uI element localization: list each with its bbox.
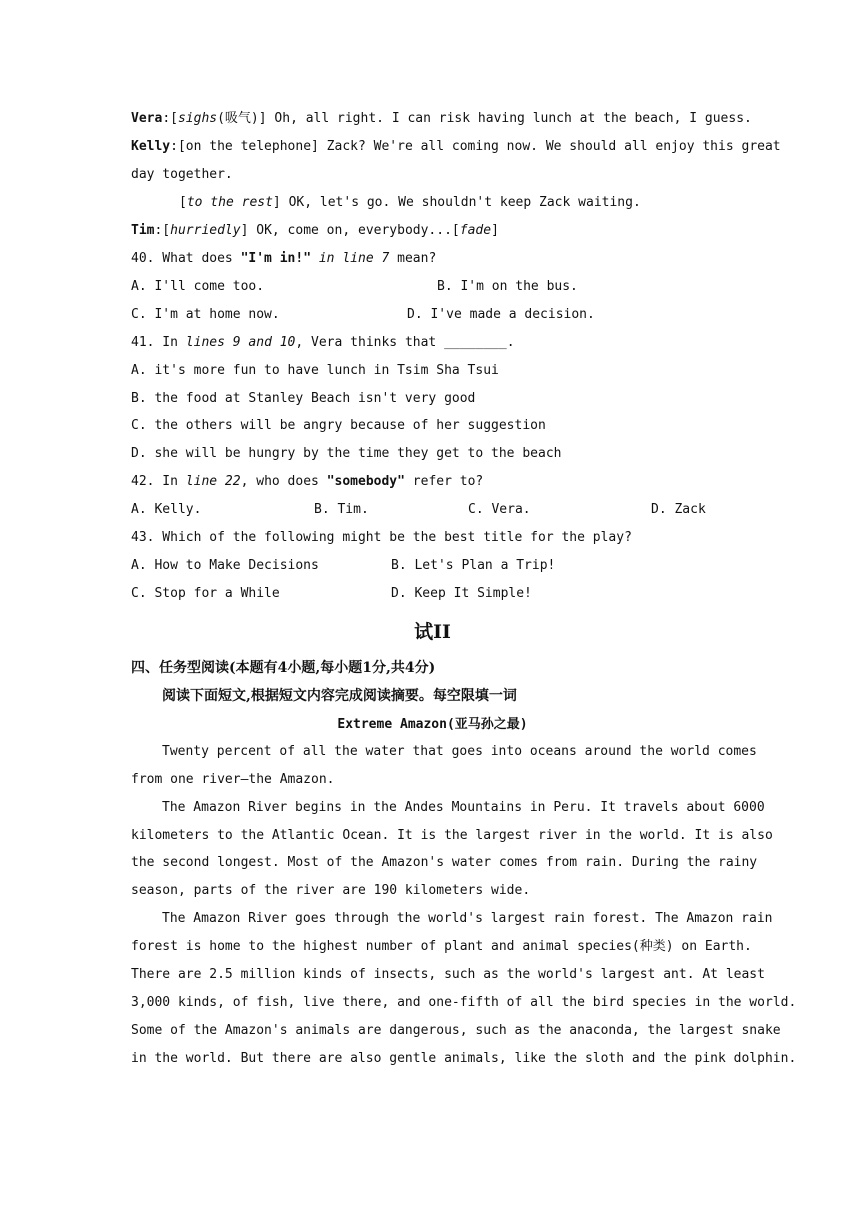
question-text: 40. What does bbox=[131, 251, 241, 266]
passage-line: The Amazon River goes through the world's largest rain forest. The Amazon rain bbox=[162, 911, 773, 926]
option-d[interactable]: D. she will be hungry by the time they get to the beach bbox=[131, 446, 562, 461]
dialogue-text: (吸气)] Oh, all right. I can risk having lunch at the beach, I guess. bbox=[217, 111, 752, 126]
question-text: 41. In bbox=[131, 335, 186, 350]
option-a[interactable]: A. it's more fun to have lunch in Tsim Sha Tsui bbox=[131, 363, 499, 378]
section-heading: 试II bbox=[414, 621, 451, 643]
line-reference: line 22 bbox=[185, 474, 241, 489]
speaker-vera: Vera bbox=[131, 111, 163, 126]
speaker-tim: Tim bbox=[131, 223, 155, 238]
question-text: 42. In bbox=[131, 474, 186, 489]
passage-line: from one river—the Amazon. bbox=[131, 772, 335, 787]
q40-options-row1 bbox=[131, 273, 733, 301]
passage-line: There are 2.5 million kinds of insects, such as the world's largest ant. At least bbox=[131, 967, 765, 982]
quoted-phrase: "somebody" bbox=[326, 474, 405, 489]
question-41 bbox=[131, 329, 733, 357]
dialogue-text: ] OK, let's go. We shouldn't keep Zack waiting. bbox=[272, 195, 641, 210]
option-c[interactable]: C. Vera. bbox=[468, 502, 531, 517]
passage-line: The Amazon River begins in the Andes Mountains in Peru. It travels about 6000 bbox=[162, 800, 765, 815]
dialogue-text: :[ bbox=[162, 111, 178, 126]
passage-line: the second longest. Most of the Amazon's water comes from rain. During the rainy bbox=[131, 855, 758, 870]
passage-line: in the world. But there are also gentle animals, like the sloth and the pink dolphin. bbox=[131, 1051, 797, 1066]
q40-options-row2 bbox=[131, 301, 733, 329]
dialogue-line-kelly bbox=[131, 133, 781, 161]
option-d[interactable]: D. I've made a decision. bbox=[407, 307, 595, 322]
stage-direction: hurriedly bbox=[170, 223, 241, 238]
part-title: 四、任务型阅读(本题有4小题,每小题1分,共4分) bbox=[131, 660, 436, 676]
option-c[interactable]: C. Stop for a While bbox=[131, 586, 280, 601]
question-text: , who does bbox=[240, 474, 327, 489]
dialogue-text: ] bbox=[491, 223, 499, 238]
dialogue-text: ] OK, come on, everybody...[ bbox=[240, 223, 460, 238]
passage-line: forest is home to the highest number of plant and animal species(种类) on Earth. bbox=[131, 939, 752, 954]
dialogue-line-vera bbox=[131, 105, 752, 133]
question-42 bbox=[131, 468, 733, 496]
dialogue-text: [ bbox=[179, 195, 187, 210]
q42-options-row bbox=[131, 496, 733, 524]
passage-title-text: Extreme Amazon(亚马孙之最) bbox=[337, 717, 528, 732]
stage-direction: sighs bbox=[177, 111, 218, 126]
q43-options-row1 bbox=[131, 552, 733, 580]
dialogue-text: :[on the telephone] Zack? We're all coming now. We should all enjoy this great bbox=[170, 139, 781, 154]
option-c[interactable]: C. the others will be angry because of her suggestion bbox=[131, 418, 546, 433]
question-text: , Vera thinks that ________. bbox=[295, 335, 515, 350]
option-d[interactable]: D. Zack bbox=[651, 502, 706, 517]
option-b[interactable]: B. I'm on the bus. bbox=[437, 279, 578, 294]
option-a[interactable]: A. How to Make Decisions bbox=[131, 558, 319, 573]
option-b[interactable]: B. Let's Plan a Trip! bbox=[391, 558, 556, 573]
question-40 bbox=[131, 245, 733, 273]
dialogue-line-stage bbox=[179, 189, 641, 217]
option-c[interactable]: C. I'm at home now. bbox=[131, 307, 280, 322]
dialogue-line-tim bbox=[131, 217, 733, 245]
passage-line: Some of the Amazon's animals are dangerous, such as the anaconda, the largest snake bbox=[131, 1023, 781, 1038]
option-d[interactable]: D. Keep It Simple! bbox=[391, 586, 532, 601]
dialogue-line-kelly-cont: day together. bbox=[131, 167, 233, 182]
quoted-phrase: "I'm in!" bbox=[240, 251, 312, 266]
passage-title bbox=[0, 710, 865, 739]
line-reference: lines 9 and 10 bbox=[185, 335, 296, 350]
speaker-kelly: Kelly bbox=[131, 139, 171, 154]
passage-line: 3,000 kinds, of fish, live there, and one-fifth of all the bird species in the world. bbox=[131, 995, 797, 1010]
passage-line: season, parts of the river are 190 kilometers wide. bbox=[131, 883, 531, 898]
question-text: refer to? bbox=[404, 474, 484, 489]
stage-direction: fade bbox=[459, 223, 492, 238]
option-a[interactable]: A. Kelly. bbox=[131, 502, 202, 517]
option-a[interactable]: A. I'll come too. bbox=[131, 279, 265, 294]
passage-line: Twenty percent of all the water that goes into oceans around the world comes bbox=[162, 744, 757, 759]
stage-direction: to the rest bbox=[186, 195, 273, 210]
question-text: mean? bbox=[389, 251, 437, 266]
instruction: 阅读下面短文,根据短文内容完成阅读摘要。每空限填一词 bbox=[162, 688, 517, 704]
dialogue-text: :[ bbox=[154, 223, 171, 238]
option-b[interactable]: B. the food at Stanley Beach isn't very good bbox=[131, 391, 476, 406]
q43-options-row2 bbox=[131, 580, 733, 608]
passage-line: kilometers to the Atlantic Ocean. It is the largest river in the world. It is also bbox=[131, 828, 773, 843]
option-b[interactable]: B. Tim. bbox=[314, 502, 369, 517]
question-43: 43. Which of the following might be the best title for the play? bbox=[131, 530, 632, 545]
line-reference: in line 7 bbox=[311, 251, 390, 266]
